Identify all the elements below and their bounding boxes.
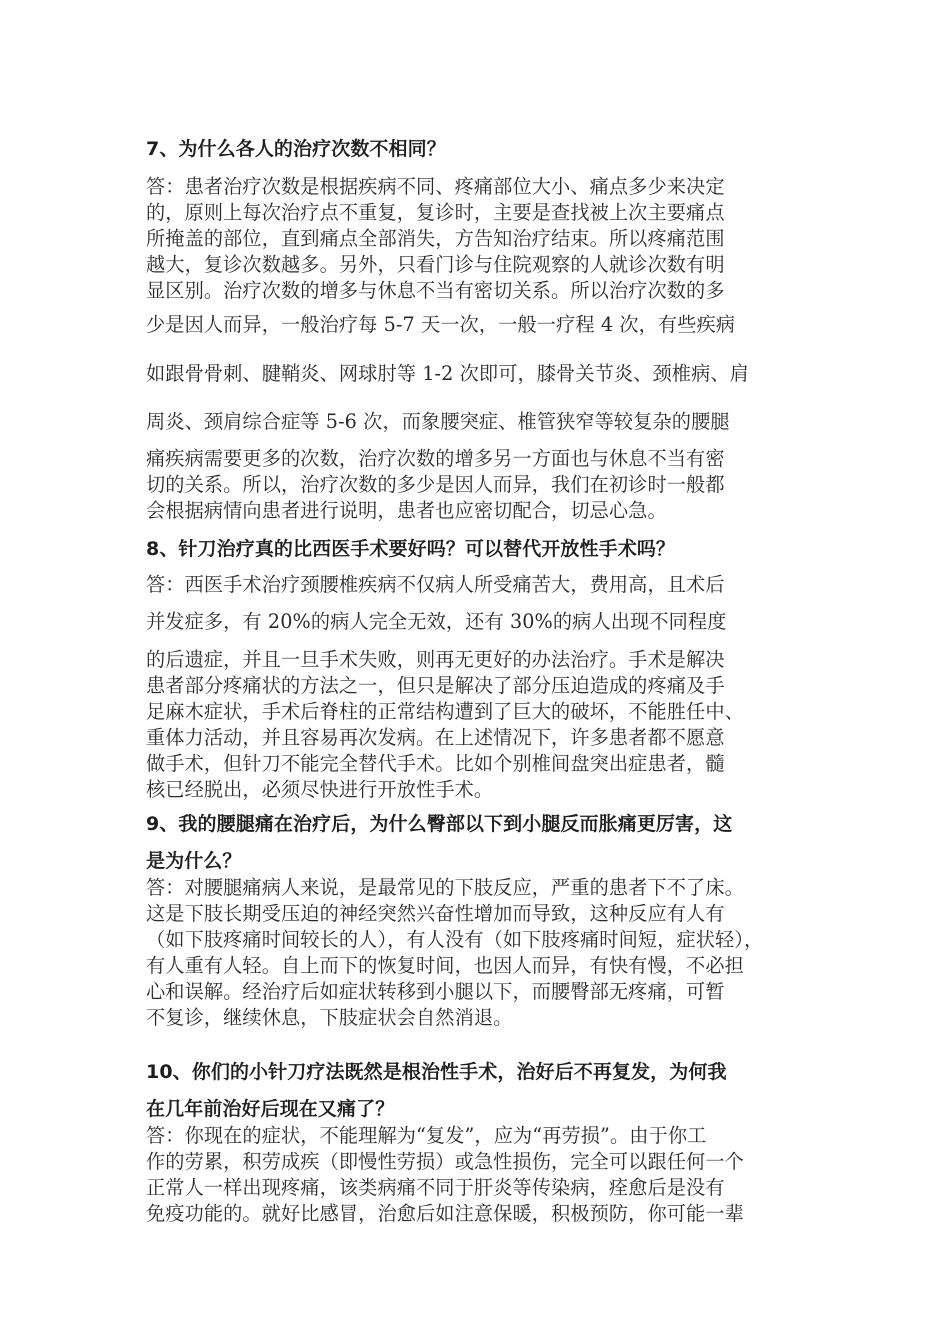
section-7-body-line: 越大，复诊次数越多。另外，只看门诊与住院观察的人就诊次数有明 <box>146 253 725 276</box>
section-10-heading: 10、你们的小针刀疗法既然是根治性手术，治好后不再复发，为何我 <box>146 1061 727 1083</box>
section-8-body-line: 的后遗症，并且一旦手术失败，则再无更好的办法治疗。手术是解决 <box>146 648 725 671</box>
section-9-body-line: （如下肢疼痛时间较长的人），有人没有（如下肢疼痛时间短，症状轻）， <box>146 928 764 951</box>
section-10-heading: 在几年前治好后现在又痛了？ <box>146 1098 395 1120</box>
section-8-body-line: 做手术，但针刀不能完全替代手术。比如个别椎间盘突出症患者，髓 <box>146 752 725 775</box>
section-10-body-line: 答：你现在的症状，不能理解为“复发”，应为“再劳损”。由于你工 <box>146 1124 707 1147</box>
section-8-heading: 8、针刀治疗真的比西医手术要好吗？可以替代开放性手术吗？ <box>146 538 676 560</box>
section-7-body-line: 显区别。治疗次数的增多与休息不当有密切关系。所以治疗次数的多 <box>146 279 725 302</box>
section-8-body-line: 答：西医手术治疗颈腰椎疾病不仅病人所受痛苦大，费用高，且术后 <box>146 573 725 596</box>
section-9-body-line: 这是下肢长期受压迫的神经突然兴奋性增加而导致，这种反应有人有 <box>146 902 725 925</box>
section-7-body-line: 会根据病情向患者进行说明，患者也应密切配合，切忌心急。 <box>146 499 667 522</box>
section-9-heading: 是为什么？ <box>146 850 242 872</box>
section-9-heading: 9、我的腰腿痛在治疗后，为什么臀部以下到小腿反而胀痛更厉害，这 <box>146 813 733 835</box>
section-9-body-line: 有人重有人轻。自上而下的恢复时间，也因人而异，有快有慢，不必担 <box>146 954 744 977</box>
section-9-body-line: 心和误解。经治疗后如症状转移到小腿以下，而腰臀部无疼痛，可暂 <box>146 980 725 1003</box>
section-9-body-line: 不复诊，继续休息，下肢症状会自然消退。 <box>146 1006 513 1029</box>
section-8-body-line: 足麻木症状，手术后脊柱的正常结构遭到了巨大的破坏，不能胜任中、 <box>146 700 744 723</box>
section-7-body-line: 的，原则上每次治疗点不重复，复诊时，主要是查找被上次主要痛点 <box>146 201 725 224</box>
section-7-heading: 7、为什么各人的治疗次数不相同？ <box>146 138 446 160</box>
section-8-body-line: 核已经脱出，必须尽快进行开放性手术。 <box>146 778 494 801</box>
section-10-body-line: 免疫功能的。就好比感冒，治愈后如注意保暖，积极预防，你可能一辈 <box>146 1202 744 1225</box>
section-10-body-line: 作的劳累，积劳成疾（即慢性劳损）或急性损伤，完全可以跟任何一个 <box>146 1150 744 1173</box>
section-7-body-line: 痛疾病需要更多的次数，治疗次数的增多另一方面也与休息不当有密 <box>146 447 725 470</box>
section-10-body-line: 正常人一样出现疼痛，该类病痛不同于肝炎等传染病，痊愈后是没有 <box>146 1176 725 1199</box>
section-8-body-line: 患者部分疼痛状的方法之一，但只是解决了部分压迫造成的疼痛及手 <box>146 674 725 697</box>
section-7-body-line: 切的关系。所以，治疗次数的多少是因人而异，我们在初诊时一般都 <box>146 473 725 496</box>
section-9-body-line: 答：对腰腿痛病人来说，是最常见的下肢反应，严重的患者下不了床。 <box>146 876 744 899</box>
section-8-body-line: 重体力活动，并且容易再次发病。在上述情况下，许多患者都不愿意 <box>146 726 725 749</box>
section-7-body-line: 少是因人而异，一般治疗每 5-7 天一次，一般一疗程 4 次，有些疾病 <box>146 313 736 336</box>
section-7-body-line: 周炎、颈肩综合症等 5-6 次，而象腰突症、椎管狭窄等较复杂的腰腿 <box>146 410 730 433</box>
section-7-body-line: 答：患者治疗次数是根据疾病不同、疼痛部位大小、痛点多少来决定 <box>146 175 725 198</box>
section-8-body-line: 并发症多，有 20%的病人完全无效，还有 30%的病人出现不同程度 <box>146 610 727 633</box>
section-7-body-line: 所掩盖的部位，直到痛点全部消失，方告知治疗结束。所以疼痛范围 <box>146 227 725 250</box>
section-7-body-line: 如跟骨骨刺、腱鞘炎、网球肘等 1-2 次即可，膝骨关节炎、颈椎病、肩 <box>146 362 749 385</box>
